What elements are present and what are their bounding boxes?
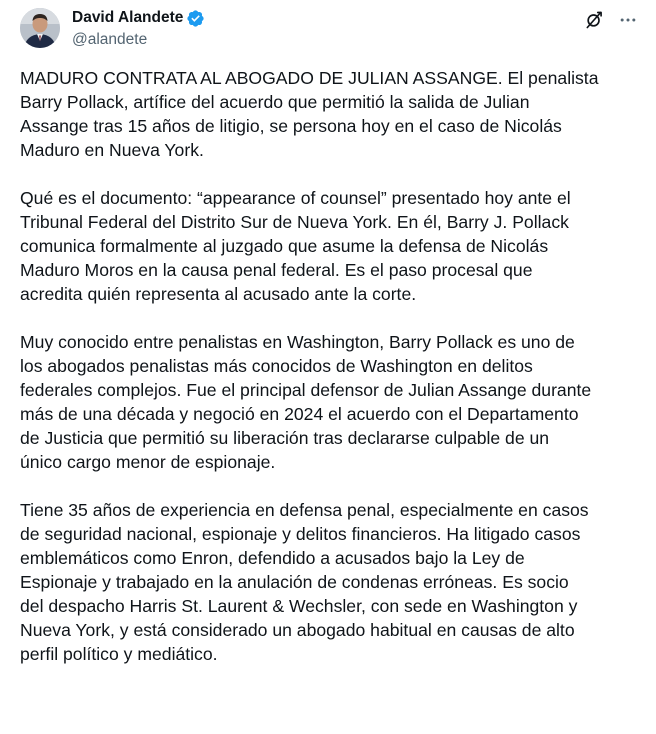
name-row xyxy=(72,8,205,28)
post-paragraph-1: MADURO CONTRATA AL ABOGADO DE JULIAN ASSANGE. El penalista Barry Pollack, artífice del acuerdo que permitió la salida de Julian Assange tras 15 años de litigio, se persona hoy en el caso de Nicolás Maduro en Nueva York. xyxy=(20,68,599,160)
post-header xyxy=(20,8,640,56)
grok-button[interactable] xyxy=(582,10,606,34)
post-body xyxy=(20,66,640,690)
author-identity xyxy=(72,8,205,50)
post-paragraph-3: Muy conocido entre penalistas en Washington, Barry Pollack es uno de los abogados penalistas más conocidos de Washington en delitos federales complejos. Fue el principal defensor de Julian Assange durante más de una década y negoció en 2024 el acuerdo con el Departamento de Justicia que permitió su liberación tras declararse culpable de un único cargo menor de espionaje. xyxy=(20,332,592,472)
post-paragraph-2: Qué es el documento: “appearance of counsel” presentado hoy ante el Tribunal Federal del Distrito Sur de Nueva York. En él, Barry J. Pollack comunica formalmente al juzgado que asume la defensa de Nicolás Maduro Moros en la causa penal federal. Es el paso procesal que acredita quién representa al acusado ante la corte. xyxy=(20,188,571,304)
avatar[interactable] xyxy=(20,8,60,48)
post-paragraph-4: Tiene 35 años de experiencia en defensa penal, especialmente en casos de seguridad nacional, espionaje y delitos financieros. Ha litigado casos emblemáticos como Enron, defendido a acusados bajo la Ley de Espionaje y trabajado en la anulación de condenas erróneas. Es socio del despacho Harris St. Laurent & Wechsler, con sede en Washington y Nueva York, y está considerado un abogado habitual en causas de alto perfil político y mediático. xyxy=(20,500,589,664)
more-horizontal-icon xyxy=(618,10,638,35)
verified-badge-icon[interactable] xyxy=(186,9,205,28)
grok-icon xyxy=(584,10,604,35)
author-display-name[interactable]: David Alandete xyxy=(72,9,184,26)
post-actions xyxy=(572,10,640,34)
author-handle[interactable]: @alandete xyxy=(72,31,148,48)
more-options-button[interactable] xyxy=(616,10,640,34)
